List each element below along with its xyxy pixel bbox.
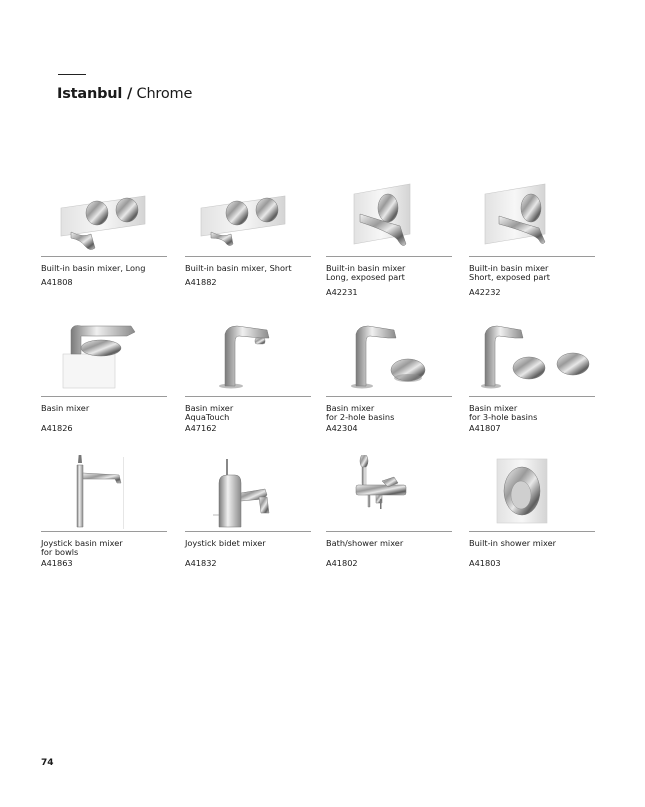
product-image-a41807: [469, 320, 595, 400]
product-code: A41808: [41, 277, 73, 287]
product-name: Bath/shower mixer: [326, 538, 404, 548]
product-name: Built-in basin mixer Short, exposed part: [469, 263, 551, 283]
product-name: Basin mixer for 2-hole basins: [326, 403, 395, 423]
product-image-a41808: [41, 180, 167, 260]
product-code: A41826: [41, 423, 73, 433]
product-image-a42231: [326, 180, 452, 260]
product-name: Built-in basin mixer Long, exposed part: [326, 263, 406, 283]
card-divider: [185, 531, 311, 532]
product-image-a47162: [185, 320, 311, 400]
card-divider: [469, 256, 595, 257]
card-divider: [41, 396, 167, 397]
product-name: Joystick bidet mixer: [185, 538, 266, 548]
card-divider: [326, 531, 452, 532]
page-title-finish: Chrome: [136, 86, 193, 102]
product-name: Built-in basin mixer, Long: [41, 263, 146, 273]
card-divider: [469, 396, 595, 397]
card-divider: [326, 396, 452, 397]
card-divider: [185, 256, 311, 257]
product-image-a41803: [469, 455, 595, 535]
product-code: A41807: [469, 423, 501, 433]
product-code: A41802: [326, 558, 358, 568]
card-divider: [469, 531, 595, 532]
product-name: Basin mixer: [41, 403, 90, 413]
product-code: A42232: [469, 287, 501, 297]
product-name: Joystick basin mixer for bowls: [41, 538, 123, 558]
product-name: Built-in shower mixer: [469, 538, 556, 548]
product-code: A42231: [326, 287, 358, 297]
card-divider: [41, 531, 167, 532]
card-divider: [41, 256, 167, 257]
page-title: [57, 86, 192, 102]
page-title-series: Istanbul /: [57, 86, 133, 102]
card-divider: [326, 256, 452, 257]
product-image-a41802: [326, 455, 452, 535]
product-code: A42304: [326, 423, 358, 433]
product-name: Built-in basin mixer, Short: [185, 263, 292, 273]
product-code: A41832: [185, 558, 217, 568]
product-image-a41832: [185, 455, 311, 535]
product-image-a42304: [326, 320, 452, 400]
product-name: Basin mixer AquaTouch: [185, 403, 234, 423]
product-image-a41863: [41, 455, 167, 535]
page-number: 74: [41, 758, 54, 768]
product-image-a41882: [185, 180, 311, 260]
product-image-a42232: [469, 180, 595, 260]
product-name: Basin mixer for 3-hole basins: [469, 403, 538, 423]
product-code: A47162: [185, 423, 217, 433]
title-accent-rule: [58, 74, 86, 75]
card-divider: [185, 396, 311, 397]
product-code: A41803: [469, 558, 501, 568]
product-image-a41826: [41, 320, 167, 400]
product-code: A41863: [41, 558, 73, 568]
product-code: A41882: [185, 277, 217, 287]
